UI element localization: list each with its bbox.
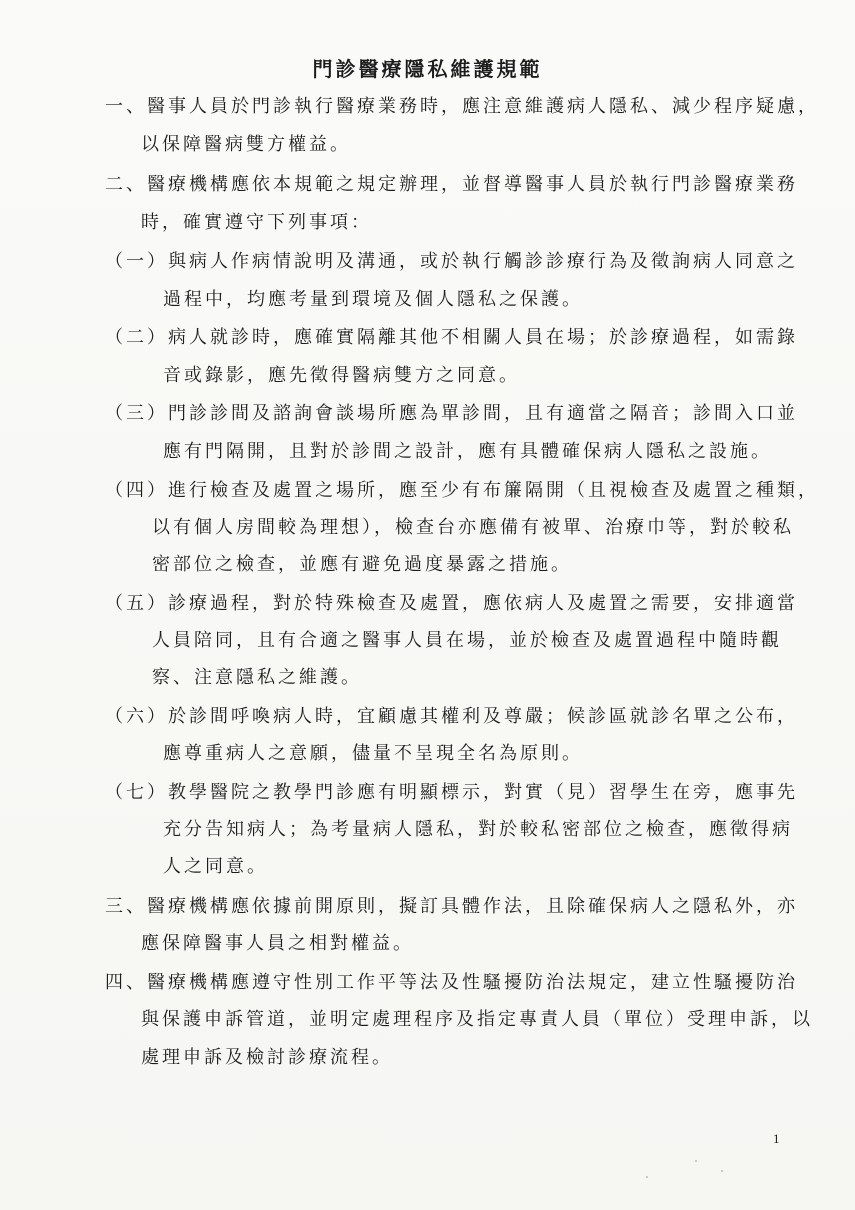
section-4-line-1: 四、醫療機構應遵守性別工作平等法及性騷擾防治法規定，建立性騷擾防治 [105, 972, 798, 993]
item-5-line-1: （五）診療過程，對於特殊檢查及處置，應依病人及處置之需要，安排適當 [105, 593, 798, 614]
item-3-line-2: 應有門隔開，且對於診間之設計，應有具體確保病人隱私之設施。 [163, 441, 772, 462]
item-7-line-3: 人之同意。 [163, 856, 268, 877]
item-4-line-3: 密部位之檢查，並應有避免過度暴露之措施。 [152, 554, 572, 575]
item-1-line-1: （一）與病人作病情說明及溝通，或於執行觸診診療行為及徵詢病人同意之 [105, 251, 798, 272]
page-number: 1 [773, 1131, 780, 1146]
section-4-line-2: 與保護申訴管道，並明定處理程序及指定專責人員（單位）受理申訴，以 [141, 1009, 813, 1030]
item-2-line-2: 音或錄影，應先徵得醫病雙方之同意。 [163, 365, 520, 386]
item-2-line-1: （二）病人就診時，應確實隔離其他不相關人員在場；於診療過程，如需錄 [105, 327, 798, 348]
scan-speck [721, 1170, 723, 1172]
section-3-line-1: 三、醫療機構應依據前開原則，擬訂具體作法，且除確保病人之隱私外，亦 [105, 896, 798, 917]
item-4-line-2: 以有個人房間較為理想），檢查台亦應備有被單、治療巾等，對於較私 [152, 517, 794, 538]
item-4-line-1: （四）進行檢查及處置之場所，應至少有布簾隔開（且視檢查及處置之種類， [105, 480, 819, 501]
item-5-line-2: 人員陪同，且有合適之醫事人員在場，並於檢查及處置過程中隨時觀 [152, 630, 782, 651]
section-3-line-2: 應保障醫事人員之相對權益。 [141, 933, 414, 954]
item-6-line-1: （六）於診間呼喚病人時，宜顧慮其權利及尊嚴；候診區就診名單之公布， [105, 706, 798, 727]
item-7-line-1: （七）教學醫院之教學門診應有明顯標示，對實（見）習學生在旁，應事先 [105, 782, 798, 803]
item-3-line-1: （三）門診診間及諮詢會談場所應為單診間，且有適當之隔音；診間入口並 [105, 403, 798, 424]
item-1-line-2: 過程中，均應考量到環境及個人隱私之保護。 [163, 289, 583, 310]
scan-speck [646, 1176, 648, 1178]
scan-speck [695, 1160, 697, 1162]
item-7-line-2: 充分告知病人；為考量病人隱私，對於較私密部位之檢查，應徵得病 [163, 819, 793, 840]
section-1-line-1: 一、醫事人員於門診執行醫療業務時，應注意維護病人隱私、減少程序疑慮， [105, 96, 819, 117]
section-2-line-2: 時，確實遵守下列事項： [141, 212, 372, 233]
document-title: 門診醫療隱私維護規範 [312, 57, 543, 81]
item-5-line-3: 察、注意隱私之維護。 [152, 667, 362, 688]
item-6-line-2: 應尊重病人之意願，儘量不呈現全名為原則。 [163, 743, 583, 764]
section-2-line-1: 二、醫療機構應依本規範之規定辦理，並督導醫事人員於執行門診醫療業務 [105, 174, 798, 195]
section-4-line-3: 處理申訴及檢討診療流程。 [141, 1047, 393, 1068]
section-1-line-2: 以保障醫病雙方權益。 [141, 134, 351, 155]
